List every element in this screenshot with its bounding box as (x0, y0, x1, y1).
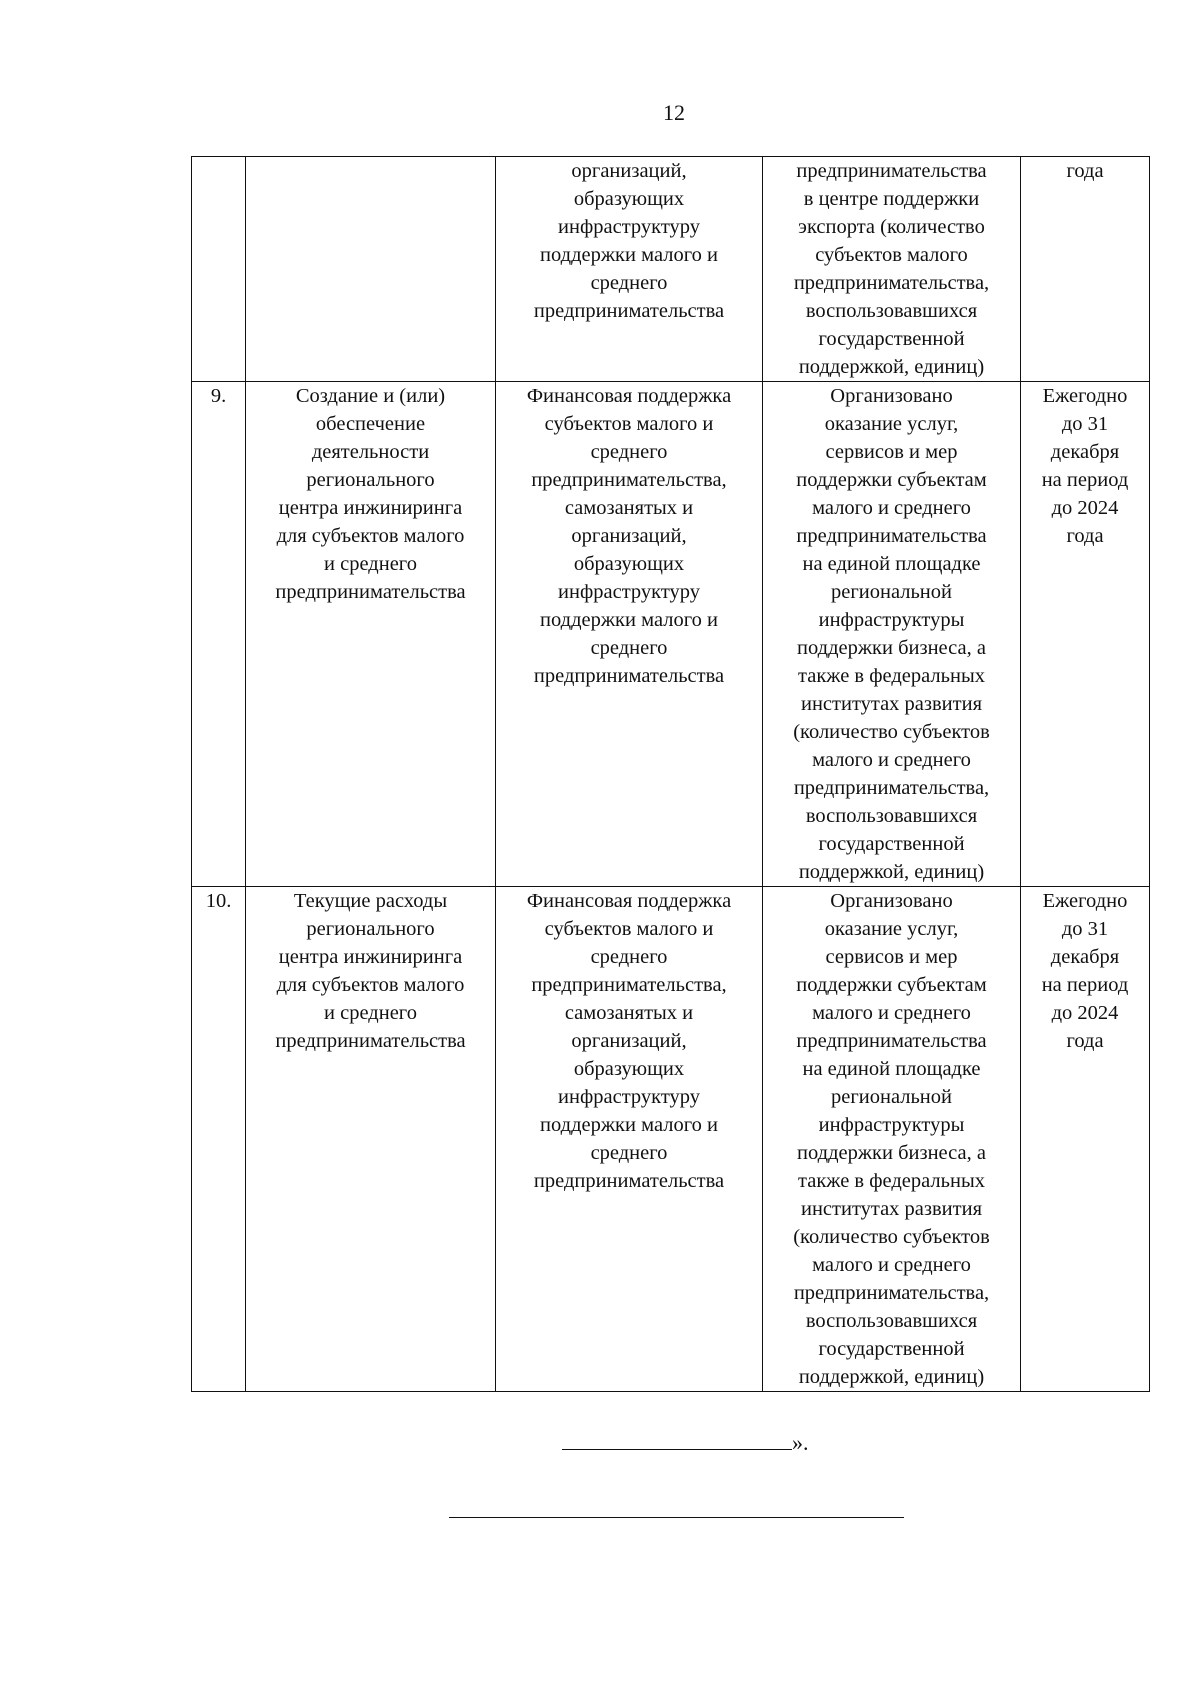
table-row (192, 887, 1150, 1392)
cell-support-type: Финансовая поддержка субъектов малого и среднего предпринимательства, самозанятых и организаций, образующих инфраструктуру поддержки малого и среднего предпринимательства (496, 887, 763, 1392)
cell-deadline: Ежегодно до 31 декабря на период до 2024 года (1021, 382, 1150, 887)
table-row (192, 157, 1150, 382)
page-number: 12 (663, 100, 685, 125)
cell-support-type: Финансовая поддержка субъектов малого и среднего предпринимательства, самозанятых и организаций, образующих инфраструктуру поддержки малого и среднего предпринимательства (496, 382, 763, 887)
cell-number: 9. (192, 382, 246, 887)
cell-result: Организовано оказание услуг, сервисов и мер поддержки субъектам малого и среднего предпринимательства на единой площадке региональной инфраструктуры поддержки бизнеса, а также в федеральных институтах развития (количество субъектов малого и среднего предпринимательства, воспользовавшихся государственной поддержкой, единиц) (763, 382, 1021, 887)
cell-result: предпринимательства в центре поддержки экспорта (количество субъектов малого предпринимательства, воспользовавшихся государственной поддержкой, единиц) (763, 157, 1021, 382)
cell-support-type: организаций, образующих инфраструктуру поддержки малого и среднего предпринимательства (496, 157, 763, 382)
closing-quote-mark: ». (792, 1430, 809, 1455)
cell-deadline: Ежегодно до 31 декабря на период до 2024 года (1021, 887, 1150, 1392)
measures-table (191, 156, 1150, 1392)
end-of-document-rule (449, 1517, 904, 1518)
cell-result: Организовано оказание услуг, сервисов и мер поддержки субъектам малого и среднего предпринимательства на единой площадке региональной инфраструктуры поддержки бизнеса, а также в федеральных институтах развития (количество субъектов малого и среднего предпринимательства, воспользовавшихся государственной поддержкой, единиц) (763, 887, 1021, 1392)
cell-number (192, 157, 246, 382)
closing-line (562, 1427, 809, 1456)
cell-number: 10. (192, 887, 246, 1392)
blank-underline (562, 1427, 792, 1450)
cell-measure-name: Создание и (или) обеспечение деятельности регионального центра инжиниринга для субъектов малого и среднего предпринимательства (246, 382, 496, 887)
table-row (192, 382, 1150, 887)
cell-measure-name (246, 157, 496, 382)
cell-deadline: года (1021, 157, 1150, 382)
cell-measure-name: Текущие расходы регионального центра инжиниринга для субъектов малого и среднего предпринимательства (246, 887, 496, 1392)
